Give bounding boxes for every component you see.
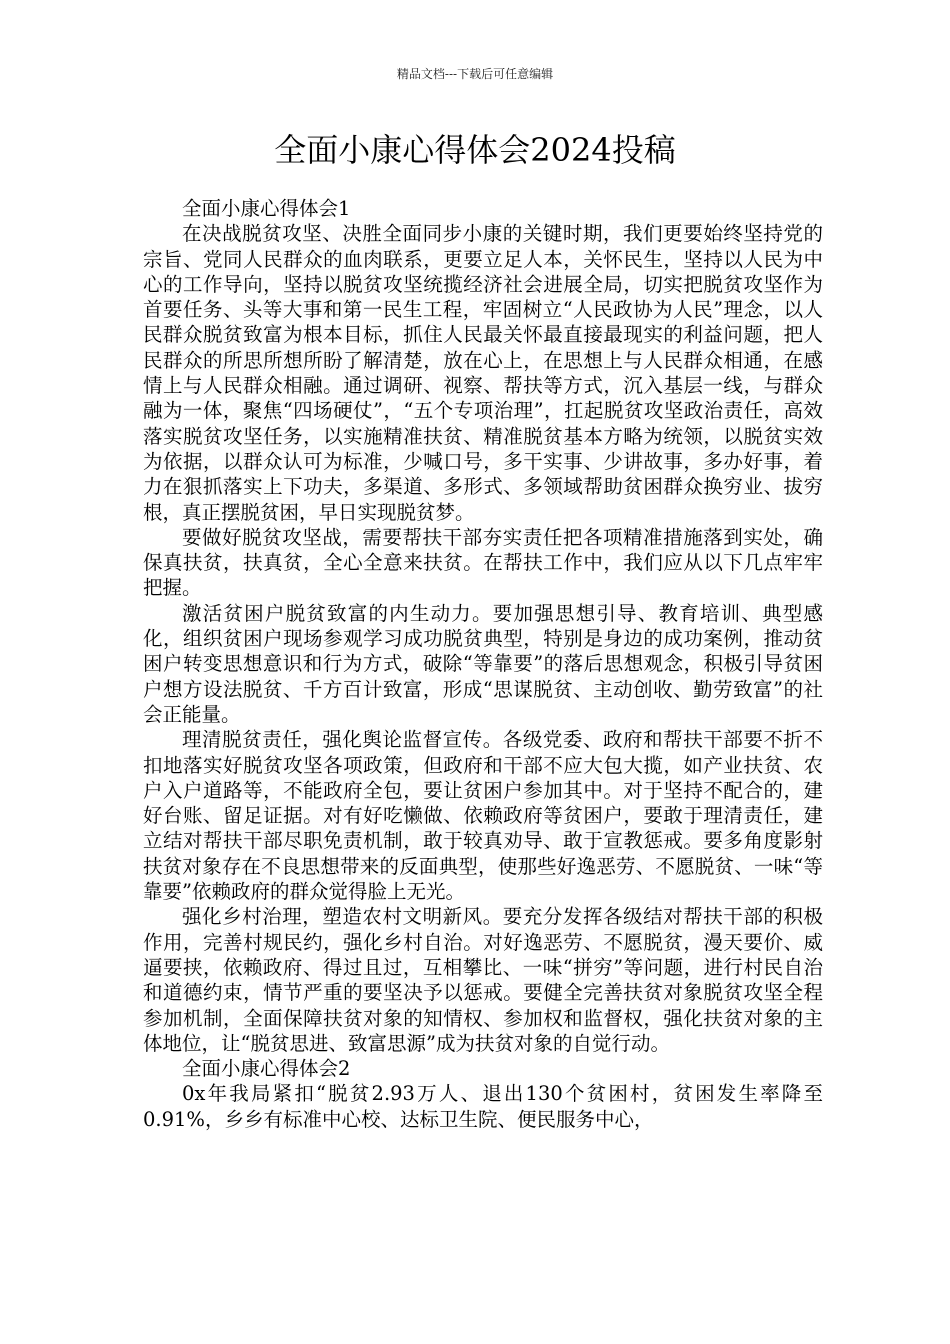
body-paragraph: 理清脱贫责任，强化舆论监督宣传。各级党委、政府和帮扶干部要不折不扣地落实好脱贫攻坚各项政策，但政府和干部不应大包大揽，如产业扶贫、农户入户道路等，不能政府全包，要让贫困户参加其中。对于坚持不配合的，建好台账、留足证据。对有好吃懒做、依赖政府等贫困户，要敢于理清责任，建立结对帮扶干部尽职免责机制，敢于较真劝导、敢于宣教惩戒。要多角度影射扶贫对象存在不良思想带来的反面典型，使那些好逸恶劳、不愿脱贫、一味“等靠要”依赖政府的群众觉得脸上无光。 [143,728,823,904]
document-body [143,196,823,1132]
document-title: 全面小康心得体会2024投稿 [274,131,676,169]
section-heading-2: 全面小康心得体会2 [182,1057,351,1081]
header-note: 精品文档---下载后可任意编辑 [396,67,554,81]
section-heading-1: 全面小康心得体会1 [182,197,351,220]
body-paragraph: 激活贫困户脱贫致富的内生动力。要加强思想引导、教育培训、典型感化，组织贫困户现场参观学习成功脱贫典型，特别是身边的成功案例，推动贫困户转变思想意识和行为方式，破除“等靠要”的落后思想观念，积极引导贫困户想方设法脱贫、千方百计致富，形成“思谋脱贫、主动创收、勤劳致富”的社会正能量。 [143,601,823,726]
body-paragraph: 要做好脱贫攻坚战，需要帮扶干部夯实责任把各项精准措施落到实处，确保真扶贫，扶真贫，全心全意来扶贫。在帮扶工作中，我们应从以下几点牢牢把握。 [143,525,823,600]
body-paragraph: 0x年我局紧扣“脱贫2.93万人、退出130个贫困村，贫困发生率降至0.91%，乡乡有标准中心校、达标卫生院、便民服务中心， [143,1082,823,1131]
body-paragraph: 在决战脱贫攻坚、决胜全面同步小康的关键时期，我们更要始终坚持党的宗旨、党同人民群众的血肉联系，更要立足人本，关怀民生，坚持以人民为中心的工作导向，坚持以脱贫攻坚统揽经济社会进展全局，切实把脱贫攻坚作为首要任务、头等大事和第一民生工程，牢固树立“人民政协为人民”理念，以人民群众脱贫致富为根本目标，抓住人民最关怀最直接最现实的利益问题，把人民群众的所思所想所盼了解清楚，放在心上，在思想上与人民群众相通，在感情上与人民群众相融。通过调研、视察、帮扶等方式，沉入基层一线，与群众融为一体，聚焦“四场硬仗”，“五个专项治理”，扛起脱贫攻坚政治责任，高效落实脱贫攻坚任务，以实施精准扶贫、精准脱贫基本方略为统领，以脱贫实效为依据，以群众认可为标准，少喊口号，多干实事、少讲故事，多办好事，着力在狠抓落实上下功夫，多渠道、多形式、多领域帮助贫困群众换穷业、拔穷根，真正摆脱贫困，早日实现脱贫梦。 [143,222,823,524]
body-paragraph: 强化乡村治理，塑造农村文明新风。要充分发挥各级结对帮扶干部的积极作用，完善村规民约，强化乡村自治。对好逸恶劳、不愿脱贫，漫天要价、威逼要挟，依赖政府、得过且过，互相攀比、一味“拼穷”等问题，进行村民自治和道德约束，情节严重的要坚决予以惩戒。要健全完善扶贫对象脱贫攻坚全程参加机制，全面保障扶贫对象的知情权、参加权和监督权，强化扶贫对象的主体地位，让“脱贫思进、致富思源”成为扶贫对象的自觉行动。 [143,905,823,1055]
